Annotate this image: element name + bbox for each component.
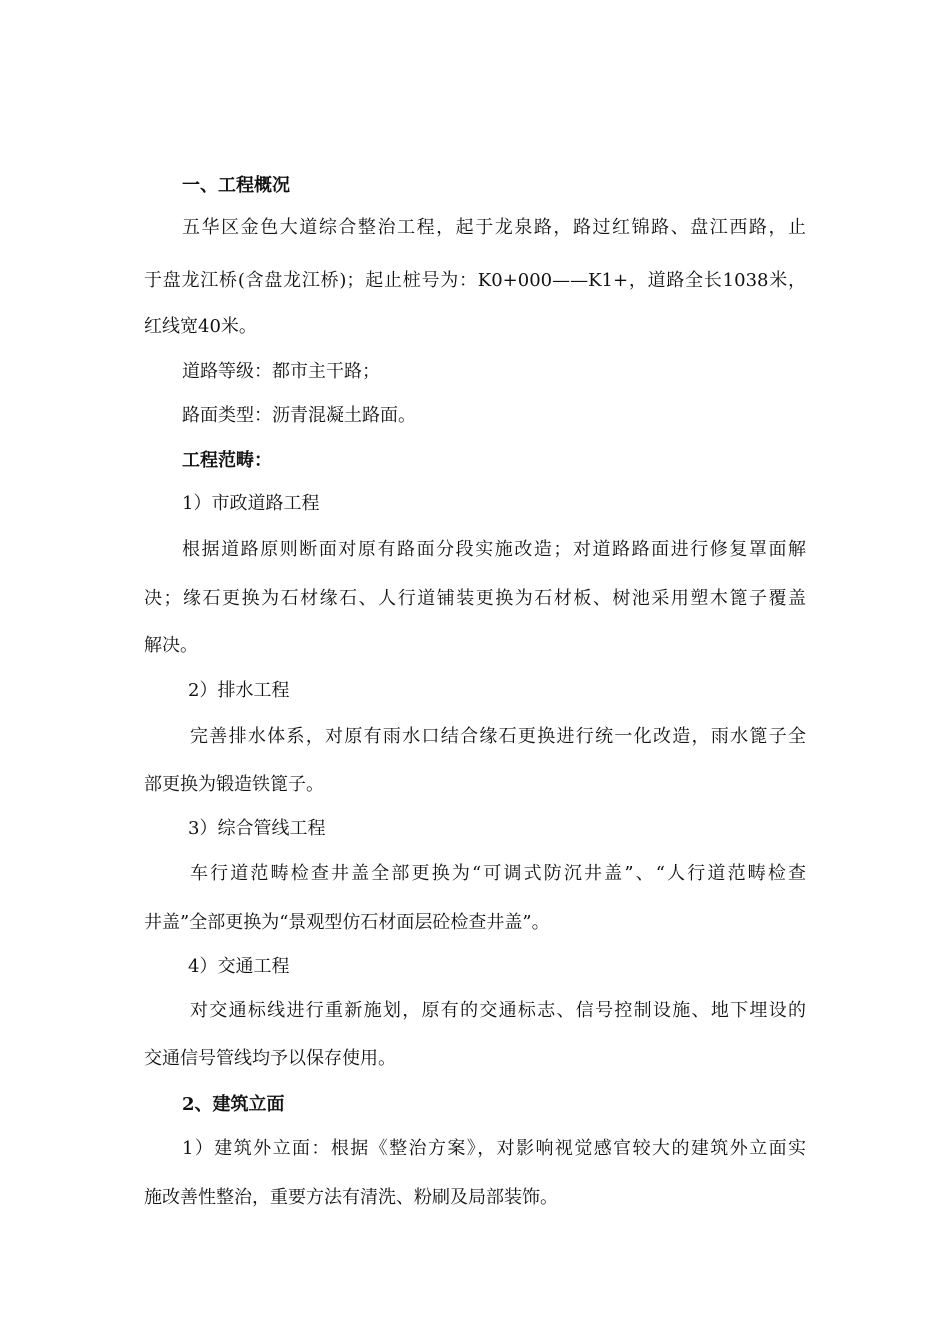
item-paragraph-line: 部更换为锻造铁篦子。	[144, 774, 324, 795]
intro-paragraph-line: 红线宽40米。	[144, 316, 257, 337]
pavement-type-text: 路面类型：沥青混凝土路面。	[182, 405, 416, 426]
item-paragraph-line: 车行道范畴检查井盖全部更换为“可调式防沉井盖”、“人行道范畴检查	[190, 863, 806, 884]
item-paragraph-line: 根据道路原则断面对原有路面分段实施改造；对道路路面进行修复罩面解	[182, 539, 806, 560]
facade-paragraph-line: 1）建筑外立面：根据《整治方案》，对影响视觉感官较大的建筑外立面实	[182, 1138, 806, 1159]
item-paragraph-line: 对交通标线进行重新施划，原有的交通标志、信号控制设施、地下埋设的	[190, 1000, 806, 1021]
item-paragraph-line: 完善排水体系，对原有雨水口结合缘石更换进行统一化改造，雨水篦子全	[190, 726, 806, 747]
section-heading-facade: 2、建筑立面	[182, 1094, 285, 1115]
item-title-drainage: 2）排水工程	[188, 680, 290, 701]
intro-paragraph-line: 五华区金色大道综合整治工程，起于龙泉路，路过红锦路、盘江西路，止	[182, 217, 806, 238]
intro-paragraph-line: 于盘龙江桥(含盘龙江桥)；起止桩号为：K0+000——K1+，道路全长1038米，	[144, 270, 806, 291]
item-title-municipal-road: 1）市政道路工程	[182, 493, 320, 514]
item-paragraph-line: 井盖”全部更换为“景观型仿石材面层砼检查井盖”。	[144, 912, 550, 933]
scope-heading: 工程范畴：	[182, 450, 272, 471]
item-paragraph-line: 决；缘石更换为石材缘石、人行道铺装更换为石材板、树池采用塑木篦子覆盖	[144, 588, 806, 609]
item-paragraph-line: 交通信号管线均予以保存使用。	[144, 1048, 396, 1069]
road-grade-text: 道路等级：都市主干路；	[182, 361, 380, 382]
facade-paragraph-line: 施改善性整治，重要方法有清洗、粉刷及局部装饰。	[144, 1187, 558, 1208]
item-title-traffic: 4）交通工程	[188, 956, 290, 977]
section-heading-overview: 一、工程概况	[182, 175, 290, 196]
item-paragraph-line: 解决。	[144, 635, 198, 656]
item-title-pipeline: 3）综合管线工程	[188, 818, 326, 839]
